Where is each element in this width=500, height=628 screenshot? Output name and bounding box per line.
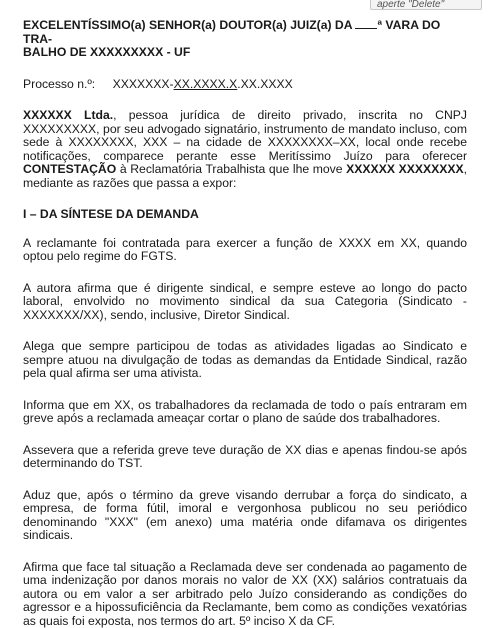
document-page [23, 18, 467, 628]
reclamante-name: XXXXXX XXXXXXXX [346, 162, 463, 176]
heading-line1-b: ª VARA DO TRA- [23, 18, 440, 46]
paragraph: Informa que em XX, os trabalhadores da reclamada de todo o país entraram em greve após a reclamada ameaçar cortar o plano de saúde dos trabalhadores. [23, 399, 467, 426]
paragraph: A autora afirma que é dirigente sindical, e sempre esteve ao longo do pacto laboral, envolvido no movimento sindical da sua Categoria (Sindicato - XXXXXXX/XX), sendo, inclusive, Diretor Sindical. [23, 282, 467, 323]
intro-paragraph [23, 109, 467, 190]
paragraph: A reclamante foi contratada para exercer a função de XXXX em XX, quando optou pelo regime do FGTS. [23, 237, 467, 264]
intro-text-1: , pessoa jurídica de direito privado, inscrita no CNPJ XXXXXXXXX, por seu advogado signatário, instrumento de mandato incluso, com sede à XXXXXXXX, XXX – na cidade de XXXXXXXX–XX, local onde recebe notificações, comparece perante esse Meritíssimo Juízo para oferecer [23, 108, 467, 163]
intro-text-3: , mediante as razões que passa a expor: [23, 162, 467, 190]
paragraph: Aduz que, após o término da greve visando derrubar a força do sindicato, a empresa, de forma fútil, imoral e vergonhosa publicou no seu periódico denominando "XXX" (em anexo) uma matéria onde difamava os dirigentes sindicais. [23, 489, 467, 543]
processo-line [23, 78, 467, 92]
contestacao-label: CONTESTAÇÃO [23, 162, 116, 176]
processo-number-part2: XX.XXXX.X [174, 77, 238, 91]
document-heading [23, 18, 467, 60]
processo-label: Processo n.º: [23, 77, 95, 91]
paragraph: Alega que sempre participou de todas as atividades ligadas ao Sindicato e sempre atuou na divulgação de todas as demandas da Entidade Sindical, razão pela qual afirma ser uma ativista. [23, 340, 467, 381]
paragraph: Afirma que face tal situação a Reclamada deve ser condenada ao pagamento de uma indenização por danos morais no valor de XX (XX) salários contratuais da autora ou em valor a ser arbitrado pelo Juízo considerando as condições do agressor e a hipossuficiência da Reclamante, bem como as condições vexatórias as quais foi exposta, nos termos do art. 5º inciso X da CF. [23, 561, 467, 628]
vara-number-blank[interactable] [355, 18, 377, 29]
delete-tooltip: aperte "Delete" [370, 0, 482, 10]
intro-text-2: à Reclamatória Trabalhista que lhe move [116, 162, 346, 176]
processo-number [113, 77, 293, 91]
processo-number-part3: .XX.XXXX [237, 77, 293, 91]
heading-line2: BALHO DE XXXXXXXXX - UF [23, 45, 190, 59]
section-title: I – DA SÍNTESE DA DEMANDA [23, 208, 467, 222]
processo-number-part1: XXXXXXX- [113, 77, 174, 91]
heading-line1-a: EXCELENTÍSSIMO(a) SENHOR(a) DOUTOR(a) JUIZ(a) DA [23, 18, 355, 32]
paragraph: Assevera que a referida greve teve duração de XX dias e apenas findou-se após determinando do TST. [23, 444, 467, 471]
company-name: XXXXXX Ltda. [23, 108, 113, 122]
